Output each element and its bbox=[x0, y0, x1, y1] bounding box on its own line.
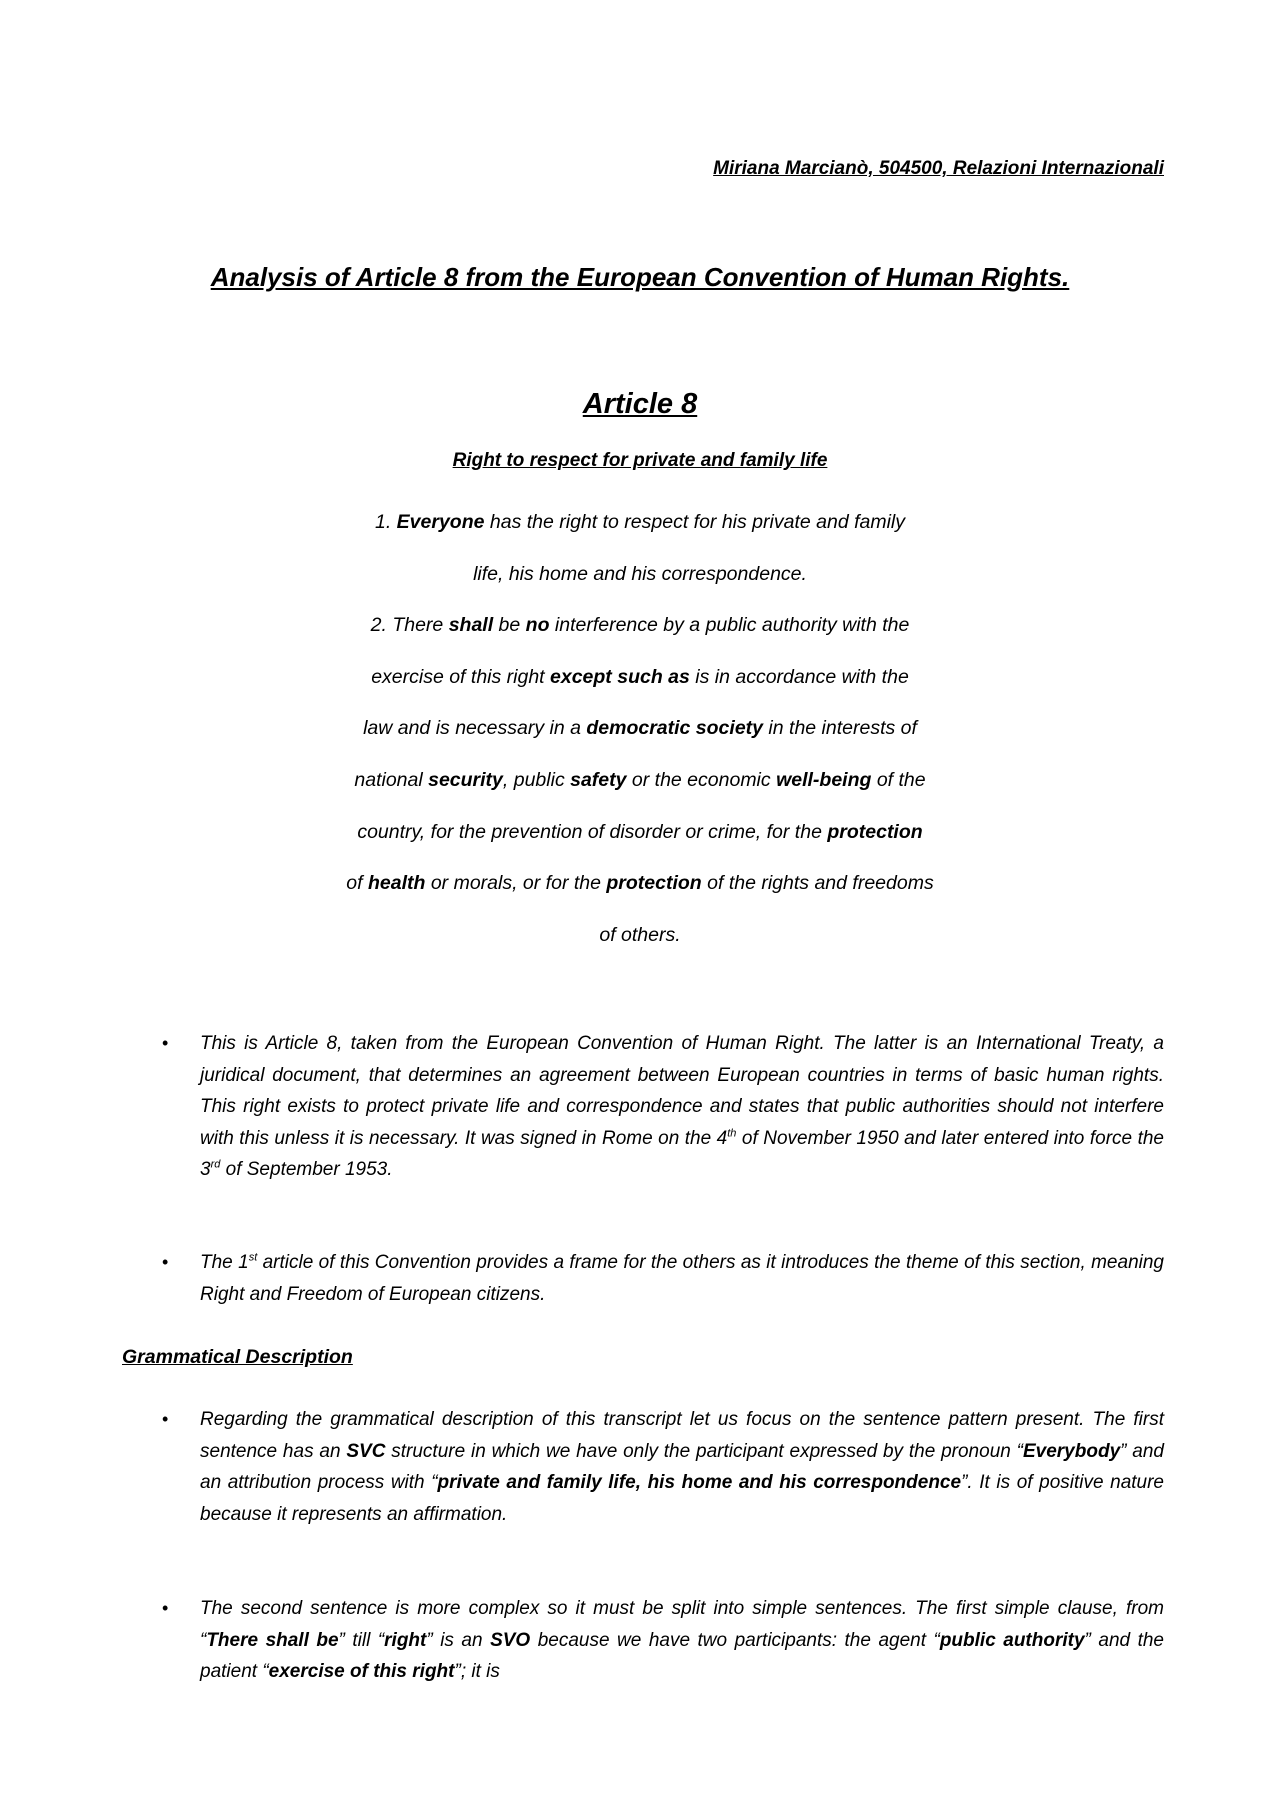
text-run: exercise of this right bbox=[371, 665, 551, 688]
article-subheading: Right to respect for private and family life bbox=[452, 450, 828, 471]
text-run: country, for the prevention of disorder or crime, for the bbox=[357, 820, 828, 843]
bold-text: public authority bbox=[939, 1629, 1085, 1651]
text-run: The 1 bbox=[200, 1252, 249, 1273]
text-run: The second sentence is more complex so it must be split into simple sentences. The first simple clause, from “ bbox=[200, 1598, 1164, 1651]
bullet-icon: • bbox=[162, 1252, 169, 1272]
text-run: ” is an bbox=[426, 1629, 491, 1651]
bold-text: safety bbox=[570, 768, 627, 791]
text-run: , public bbox=[502, 768, 571, 791]
article-line bbox=[0, 703, 1280, 755]
bold-text: democratic society bbox=[586, 717, 764, 740]
text-run: 1. bbox=[374, 511, 397, 533]
bullet-intro-2 bbox=[162, 1247, 1164, 1310]
superscript-text: th bbox=[727, 1127, 737, 1140]
bullet-icon: • bbox=[162, 1409, 169, 1429]
article-line bbox=[0, 910, 1280, 962]
bold-text: security bbox=[428, 768, 503, 791]
text-run: or the economic bbox=[626, 768, 777, 791]
article-line bbox=[0, 652, 1280, 704]
section-heading-grammatical: Grammatical Description bbox=[122, 1346, 353, 1368]
text-run: of the bbox=[871, 768, 926, 791]
bullet-intro-1 bbox=[162, 1028, 1164, 1186]
text-run: of September 1953. bbox=[220, 1159, 393, 1181]
bold-text: There shall be bbox=[206, 1629, 339, 1651]
text-run: ”. It is of positive nature because it represents an affirmation. bbox=[200, 1472, 1164, 1525]
article-text bbox=[0, 497, 1280, 961]
text-run: structure in which we have only the participant expressed by the pronoun “ bbox=[385, 1440, 1023, 1462]
article-line bbox=[0, 600, 1280, 652]
text-run: of others. bbox=[599, 923, 681, 946]
bullet-icon: • bbox=[162, 1598, 169, 1618]
text-run: article of this Convention provides a frame for the others as it introduces the theme of this section, meaning Right and Freedom of European citizens. bbox=[200, 1252, 1164, 1305]
bold-text: exercise of this right bbox=[268, 1661, 455, 1683]
bold-text: SVC bbox=[346, 1440, 386, 1462]
bold-text: shall bbox=[448, 614, 494, 637]
bold-text: Everybody bbox=[1022, 1440, 1121, 1462]
text-run: Regarding the grammatical description of this transcript let us focus on the sentence pattern present. The first sentence has an bbox=[200, 1409, 1164, 1462]
bullet-icon: • bbox=[162, 1033, 169, 1053]
bold-text: protection bbox=[827, 820, 923, 843]
text-run: of bbox=[346, 872, 368, 895]
superscript-text: st bbox=[248, 1251, 258, 1264]
article-line bbox=[0, 549, 1280, 601]
bold-text: private and family life, his home and his correspondence bbox=[437, 1472, 962, 1494]
bold-text: Everyone bbox=[396, 511, 485, 533]
text-run: of the rights and freedoms bbox=[701, 872, 934, 895]
bold-text: right bbox=[384, 1629, 427, 1651]
author-line: Miriana Marcianò, 504500, Relazioni Internazionali bbox=[713, 158, 1164, 179]
text-run: be bbox=[493, 614, 526, 637]
bold-text: health bbox=[367, 872, 426, 895]
bullet-grammar-1 bbox=[162, 1404, 1164, 1530]
article-line bbox=[0, 497, 1280, 549]
text-run: because we have two participants: the agent “ bbox=[530, 1629, 940, 1651]
text-run: has the right to respect for his private and family bbox=[484, 511, 906, 533]
text-run: life, his home and his correspondence. bbox=[473, 562, 807, 585]
text-run: is in accordance with the bbox=[689, 665, 909, 688]
text-run: 2. There bbox=[370, 614, 449, 637]
article-line bbox=[0, 755, 1280, 807]
text-run: or morals, or for the bbox=[425, 872, 607, 895]
bold-text: protection bbox=[606, 872, 702, 895]
text-run: interference by a public authority with the bbox=[549, 614, 910, 637]
text-run: ” and the patient “ bbox=[200, 1629, 1164, 1683]
bold-text: no bbox=[525, 614, 550, 637]
text-run: This is Article 8, taken from the European Convention of Human Right. The latter is an International Treaty, a juridical document, that determines an agreement between European countries in terms of basic human rights. This right exists to protect private life and correspondence and states that public authorities should not interfere with this unless it is necessary. It was signed in Rome on the 4 bbox=[200, 1033, 1164, 1149]
article-line bbox=[0, 858, 1280, 910]
text-run: of November 1950 and later entered into force the 3 bbox=[200, 1127, 1164, 1181]
document-title: Analysis of Article 8 from the European Convention of Human Rights. bbox=[210, 262, 1070, 292]
text-run: law and is necessary in a bbox=[363, 717, 587, 740]
superscript-text: rd bbox=[210, 1159, 221, 1172]
article-line bbox=[0, 807, 1280, 859]
text-run: ”; it is bbox=[454, 1661, 500, 1683]
text-run: ” and an attribution process with “ bbox=[200, 1440, 1164, 1494]
bold-text: SVO bbox=[490, 1629, 531, 1651]
article-heading: Article 8 bbox=[582, 388, 698, 420]
bold-text: except such as bbox=[550, 665, 690, 688]
text-run: in the interests of bbox=[763, 717, 917, 740]
bold-text: well-being bbox=[776, 768, 872, 791]
text-run: national bbox=[354, 768, 429, 791]
text-run: ” till “ bbox=[338, 1629, 385, 1651]
bullet-grammar-2 bbox=[162, 1593, 1164, 1688]
